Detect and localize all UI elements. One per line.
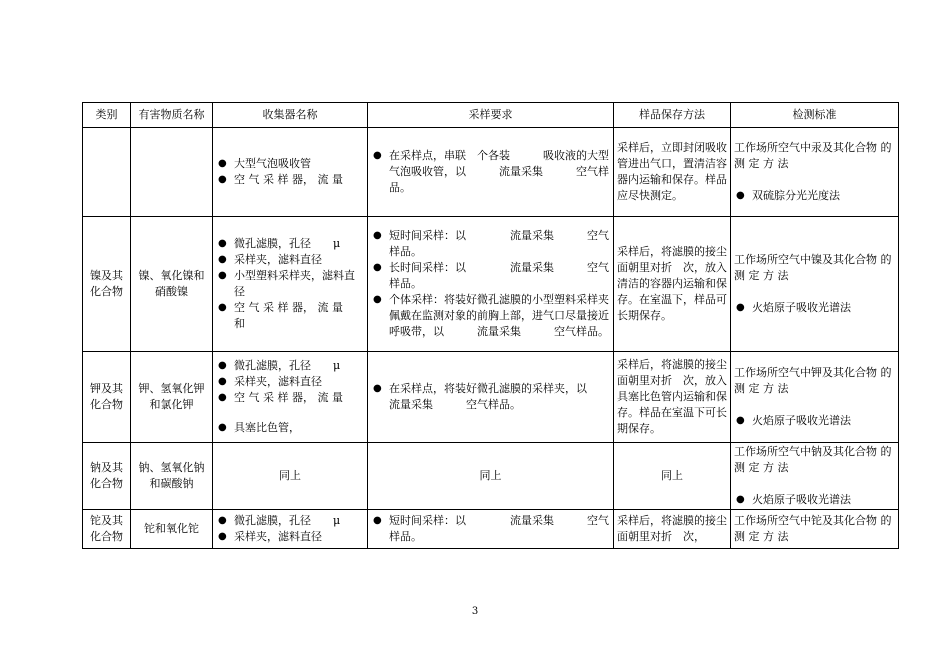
- list-item: ● 采样夹，滤料直径: [216, 252, 364, 268]
- standard-title: 工作场所空气中铊及其化合物 的 测 定 方 法: [734, 514, 892, 543]
- method-item: ● 双硫腙分光光度法: [734, 188, 895, 204]
- standard-title: 工作场所空气中钾及其化合物 的 测 定 方 法: [734, 366, 892, 395]
- substance-cell: 钾、氢氧化钾和氯化钾: [131, 352, 213, 443]
- header-row: [83, 103, 899, 128]
- sampling-cell: [368, 510, 614, 549]
- list-item: ● 具塞比色管，: [216, 420, 364, 436]
- header-substance: 有害物质名称: [131, 103, 213, 128]
- standards-table: [82, 102, 899, 549]
- method-item: ● 火焰原子吸收光谱法: [734, 413, 895, 429]
- substance-cell: 钠、氢氧化钠和碳酸钠: [131, 443, 213, 510]
- table-row: [83, 510, 899, 549]
- list-item: ● 在采样点，将装好微孔滤膜的采样夹，以 流量采集 空气样品。: [371, 381, 610, 413]
- list-item: ● 在采样点，串联 个各装 吸收液的大型气泡吸收管，以 流量采集 空气样品。: [371, 148, 610, 196]
- sampling-cell: [368, 352, 620, 443]
- standard-cell: [731, 352, 899, 443]
- table-row: [83, 352, 899, 443]
- list-item: ● 小型塑料采样夹，滤料直径: [216, 268, 364, 300]
- collector-cell: [213, 217, 409, 352]
- method-item: ● 火焰原子吸收光谱法: [734, 300, 895, 316]
- table-row: [83, 443, 899, 510]
- header-sampling: 采样要求: [368, 103, 614, 128]
- standard-cell: [731, 510, 899, 549]
- storage-cell: 采样后，将滤膜的接尘面朝里对折 次，放入清洁的容器内运输和保存。在室温下，样品可长期保存。: [614, 217, 731, 352]
- list-item: ● 微孔滤膜，孔径 μ: [216, 358, 364, 374]
- substance-cell: 镍、氧化镍和硝酸镍: [131, 217, 213, 352]
- collector-cell: [213, 510, 368, 549]
- category-cell: 镍及其化合物: [83, 217, 131, 352]
- sampling-cell: 同上: [368, 443, 614, 510]
- method-item: ● 火焰原子吸收光谱法: [734, 492, 895, 508]
- storage-cell: 采样后，将滤膜的接尘面朝里对折 次，放入具塞比色管内运输和保存。样品在室温下可长期保存。: [614, 352, 731, 443]
- list-item: ● 空 气 采 样 器， 流 量: [216, 390, 364, 406]
- category-cell: 钾及其化合物: [83, 352, 131, 443]
- sampling-cell: [368, 217, 614, 352]
- list-item: ● 空 气 采 样 器， 流 量: [216, 172, 364, 188]
- standard-cell: [731, 217, 899, 352]
- standard-cell: [731, 128, 899, 217]
- list-item: ● 个体采样：将装好微孔滤膜的小型塑料采样夹佩戴在监测对象的前胸上部，进气口尽量接近呼吸带，以 流量采集 空气样品。: [371, 292, 610, 340]
- header-standard: 检测标准: [731, 103, 899, 128]
- list-item: ● 采样夹，滤料直径: [216, 374, 364, 390]
- category-cell: 钠及其化合物: [83, 443, 131, 510]
- list-item: ● 短时间采样：以 流量采集 空气样品。: [371, 228, 610, 260]
- standard-title: 工作场所空气中汞及其化合物 的 测 定 方 法: [734, 141, 892, 170]
- header-collector: 收集器名称: [213, 103, 368, 128]
- header-category: 类别: [83, 103, 131, 128]
- list-item: ● 长时间采样：以 流量采集 空气样品。: [371, 260, 610, 292]
- collector-cell: [213, 128, 368, 217]
- storage-cell: 采样后，立即封闭吸收管进出气口，置清洁容器内运输和保存。样品应尽快测定。: [614, 128, 731, 217]
- collector-cell: 同上: [213, 443, 368, 510]
- list-item: ● 短时间采样：以 流量采集 空气样品。: [371, 513, 610, 545]
- storage-cell: 采样后，将滤膜的接尘面朝里对折 次，: [614, 510, 731, 549]
- standard-cell: [731, 443, 899, 510]
- storage-cell: 同上: [614, 443, 731, 510]
- collector-cell: [213, 352, 368, 443]
- table-row: [83, 128, 899, 217]
- sampling-cell: [368, 128, 614, 217]
- list-item: ● 采样夹，滤料直径: [216, 529, 364, 545]
- page-number: 3: [471, 606, 479, 617]
- category-cell: [83, 128, 131, 217]
- list-item: ● 空 气 采 样 器， 流 量 和: [216, 300, 364, 332]
- category-cell: 铊及其化合物: [83, 510, 131, 549]
- table-row: [83, 217, 899, 352]
- list-item: ● 微孔滤膜，孔径 μ: [216, 513, 364, 529]
- standard-title: 工作场所空气中钠及其化合物 的 测 定 方 法: [734, 445, 892, 474]
- list-item: ● 大型气泡吸收管: [216, 156, 364, 172]
- standard-title: 工作场所空气中镍及其化合物 的 测 定 方 法: [734, 253, 892, 282]
- substance-cell: [131, 128, 213, 217]
- list-item: ● 微孔滤膜，孔径 μ: [216, 236, 364, 252]
- substance-cell: 铊和氧化铊: [131, 510, 213, 549]
- header-storage: 样品保存方法: [614, 103, 731, 128]
